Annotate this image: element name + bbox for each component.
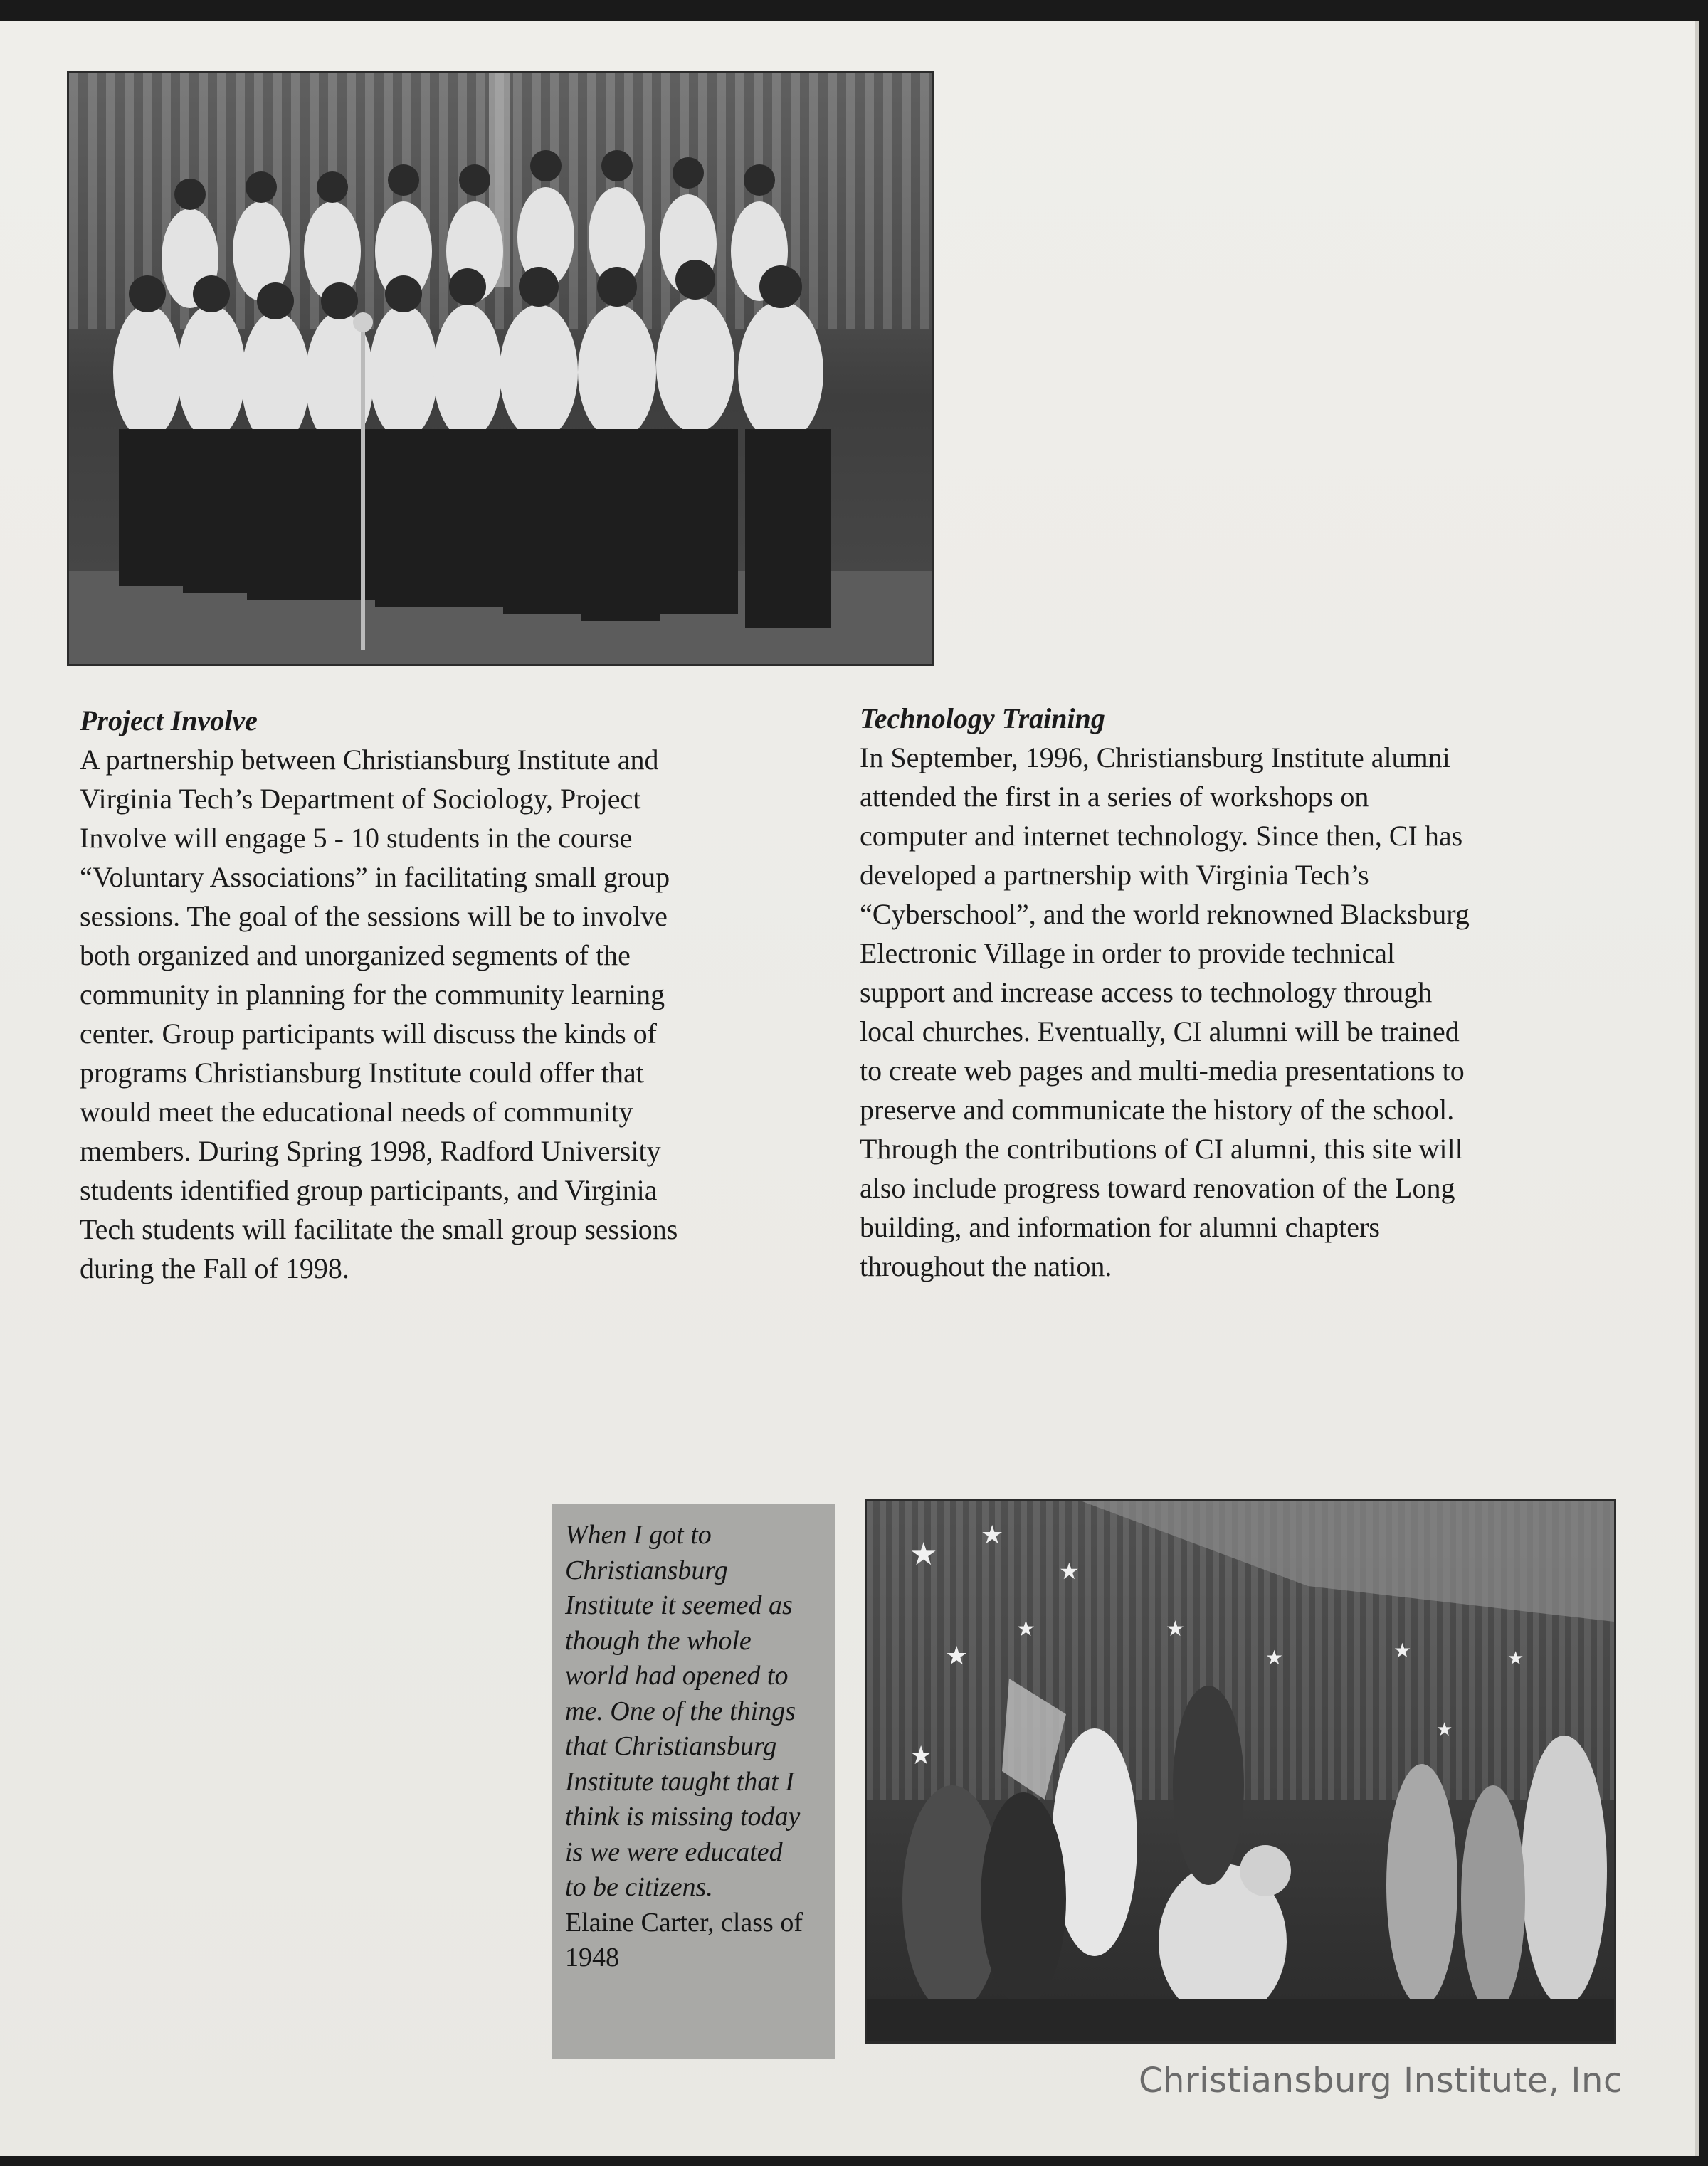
project-involve-line: sessions. The goal of the sessions will be to involve [80,900,668,932]
technology-training-line: building, and information for alumni chapters [860,1211,1380,1243]
project-involve-line: Involve will engage 5 - 10 students in the course [80,822,633,854]
svg-text:★: ★ [1265,1646,1284,1669]
svg-text:★: ★ [1393,1639,1412,1662]
project-involve-heading: Project Involve [80,704,258,736]
quote-line: though the whole [565,1625,752,1656]
project-involve-line: both organized and unorganized segments of the [80,939,631,971]
technology-training-line: preserve and communicate the history of the school. [860,1094,1455,1126]
project-involve-section [80,701,820,1288]
svg-text:★: ★ [945,1642,969,1671]
technology-training-line: to create web pages and multi-media presentations to [860,1055,1465,1087]
technology-training-line: attended the first in a series of workshops on [860,781,1369,813]
project-involve-line: Tech students will facilitate the small group sessions [80,1213,678,1245]
quote-line: Christiansburg [565,1555,728,1585]
svg-text:★: ★ [1059,1558,1080,1585]
svg-text:★: ★ [910,1741,933,1770]
quote-line: that Christiansburg [565,1731,777,1761]
project-involve-line: A partnership between Christiansburg Institute and [80,744,659,776]
attribution-line: 1948 [565,1943,619,1972]
project-involve-line: would meet the educational needs of community [80,1096,633,1128]
nativity-play-photo [865,1499,1616,2044]
quote-line: think is missing today [565,1802,801,1832]
quote-text [565,1518,835,1976]
svg-text:★: ★ [1436,1719,1453,1740]
quote-line: world had opened to [565,1661,789,1691]
technology-training-line: throughout the nation. [860,1250,1112,1282]
svg-text:★: ★ [981,1521,1004,1550]
technology-training-heading: Technology Training [860,702,1105,734]
project-involve-line: programs Christiansburg Institute could offer that [80,1057,644,1089]
technology-training-line: Through the contributions of CI alumni, this site will [860,1133,1463,1165]
project-involve-line: community in planning for the community learning [80,978,665,1010]
svg-text:★: ★ [1166,1617,1185,1642]
technology-training-line: Electronic Village in order to provide technical [860,937,1396,969]
technology-training-line: In September, 1996, Christiansburg Institute alumni [860,741,1450,773]
technology-training-section [860,699,1600,1286]
quote-line: Institute taught that I [565,1766,794,1797]
technology-training-line: local churches. Eventually, CI alumni will be trained [860,1015,1460,1047]
quote-line: Institute it seemed as [565,1590,793,1620]
quote-line: When I got to [565,1520,712,1550]
choir-photo [67,71,934,666]
quote-line: to be citizens. [565,1872,713,1902]
document-page [0,21,1699,2156]
technology-training-line: developed a partnership with Virginia Tech’s [860,859,1369,891]
attribution-line: Elaine Carter, class of [565,1907,803,1938]
quote-box [552,1504,835,2059]
quote-line: me. One of the things [565,1696,796,1726]
project-involve-line: students identified group participants, and Virginia [80,1174,658,1206]
svg-text:★: ★ [910,1536,938,1573]
quote-line: is we were educated [565,1837,783,1867]
project-involve-line: center. Group participants will discuss the kinds of [80,1018,657,1050]
quote-attribution [565,1906,835,1976]
svg-text:★: ★ [1016,1617,1035,1642]
technology-training-line: computer and internet technology. Since then, CI has [860,820,1463,852]
watermark: Christiansburg Institute, Inc [1139,2061,1623,2101]
technology-training-line: support and increase access to technology through [860,976,1433,1008]
project-involve-line: Virginia Tech’s Department of Sociology, Project [80,783,641,815]
project-involve-line: during the Fall of 1998. [80,1252,349,1284]
technology-training-line: “Cyberschool”, and the world reknowned Blacksburg [860,898,1470,930]
technology-training-line: also include progress toward renovation of the Long [860,1172,1455,1204]
project-involve-line: members. During Spring 1998, Radford University [80,1135,661,1167]
svg-text:★: ★ [1507,1648,1524,1669]
project-involve-line: “Voluntary Associations” in facilitating small group [80,861,670,893]
